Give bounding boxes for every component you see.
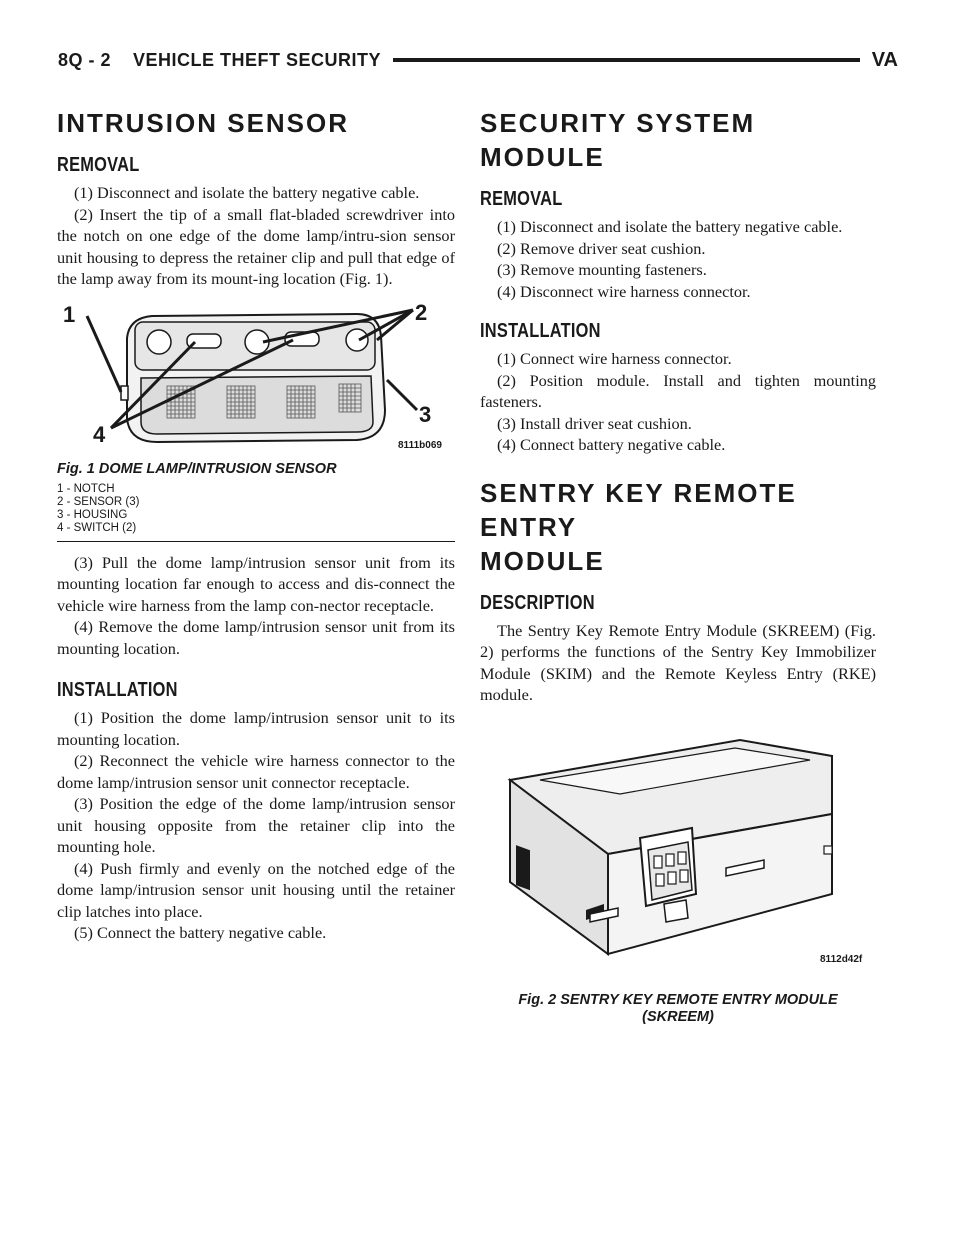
installation-step: (2) Position module. Install and tighten mounting fasteners.: [480, 370, 876, 411]
caption-line-1: Fig. 2 SENTRY KEY REMOTE ENTRY MODULE: [518, 991, 838, 1008]
header-section-title: 8Q - 2 VEHICLE THEFT SECURITY: [58, 49, 382, 70]
legend-item: 3 - HOUSING: [57, 508, 128, 521]
installation-step: (4) Connect battery negative cable.: [497, 435, 726, 454]
installation-step: (4) Push firmly and evenly on the notched edge of the dome lamp/intrusion sensor unit housing until the retainer clip latches into place.: [57, 858, 455, 921]
removal-heading: REMOVAL: [57, 154, 140, 176]
removal-step: (3) Remove mounting fasteners.: [497, 260, 707, 279]
sentry-key-module-title: [480, 476, 876, 578]
legend-item: 4 - SWITCH (2): [57, 521, 137, 534]
legend-item: 2 - SENSOR (3): [57, 495, 140, 508]
installation-step: (2) Reconnect the vehicle wire harness connector to the dome lamp/intrusion sensor unit connector receptacle.: [57, 751, 455, 792]
dome-lamp-illustration: [57, 300, 455, 455]
installation-step: (3) Install driver seat cushion.: [497, 413, 692, 433]
right-column: [480, 106, 876, 1032]
installation-step: (5) Connect the battery negative cable.: [74, 923, 327, 942]
title-line-1: SENTRY KEY REMOTE ENTRY: [480, 477, 797, 542]
removal-step: (4) Disconnect wire harness connector.: [497, 281, 751, 301]
removal-step: (4) Remove the dome lamp/intrusion sensor unit from its mounting location.: [57, 617, 455, 658]
figure-dome-lamp: [57, 300, 455, 455]
installation-heading: INSTALLATION: [57, 679, 178, 701]
intrusion-sensor-title: INTRUSION SENSOR: [57, 108, 350, 138]
removal-step: (3) Pull the dome lamp/intrusion sensor unit from its mounting location far enough to access and dis-connect the vehicle wire harness from the lamp con-nector receptacle.: [57, 552, 455, 615]
header-model-code: VA: [871, 48, 898, 71]
figure-code: 8112d42f: [820, 953, 863, 965]
installation-step: (1) Position the dome lamp/intrusion sensor unit to its mounting location.: [57, 708, 455, 749]
title-line-2: MODULE: [480, 545, 605, 576]
caption-line-2: (SKREEM): [642, 1008, 714, 1025]
figure-caption: [480, 992, 876, 1026]
removal-step: (1) Disconnect and isolate the battery negative cable.: [497, 217, 843, 236]
removal-heading: REMOVAL: [480, 188, 563, 210]
description-heading: DESCRIPTION: [480, 591, 595, 614]
description-text: The Sentry Key Remote Entry Module (SKREEM) (Fig. 2) performs the functions of the Sentry Key Immobilizer Module (SKIM) and the Remote Keyless Entry (RKE) module.: [480, 620, 876, 704]
callout-1: 1: [63, 301, 76, 327]
installation-step: (3) Position the edge of the dome lamp/intrusion sensor unit housing opposite from the retainer clip into the mounting hole.: [57, 794, 455, 856]
legend-item: 1 - NOTCH: [57, 482, 115, 495]
figure-skreem: [480, 734, 876, 974]
callout-2: 2: [415, 299, 428, 325]
installation-heading: INSTALLATION: [480, 320, 601, 342]
removal-step: (2) Remove driver seat cushion.: [497, 238, 706, 258]
installation-step: (1) Connect wire harness connector.: [497, 349, 732, 368]
figure-caption: Fig. 1 DOME LAMP/INTRUSION SENSOR: [57, 460, 337, 477]
figure-legend: [57, 483, 455, 542]
page-header: [58, 46, 898, 74]
skreem-module-illustration: [480, 734, 876, 974]
security-system-module-title: SECURITY SYSTEM MODULE: [480, 108, 756, 172]
left-column: [57, 106, 455, 944]
removal-step: (1) Disconnect and isolate the battery negative cable.: [74, 183, 420, 202]
header-rule: [393, 58, 860, 62]
figure-code: 8111b069: [398, 439, 442, 451]
removal-step: (2) Insert the tip of a small flat-bladed screwdriver into the notch on one edge of the dome lamp/intru-sion sensor unit housing to depress the retainer clip and pull that edge of the lamp away from its mount-ing location (Fig. 1).: [57, 204, 455, 288]
callout-4: 4: [93, 421, 106, 447]
callout-3: 3: [419, 401, 432, 427]
